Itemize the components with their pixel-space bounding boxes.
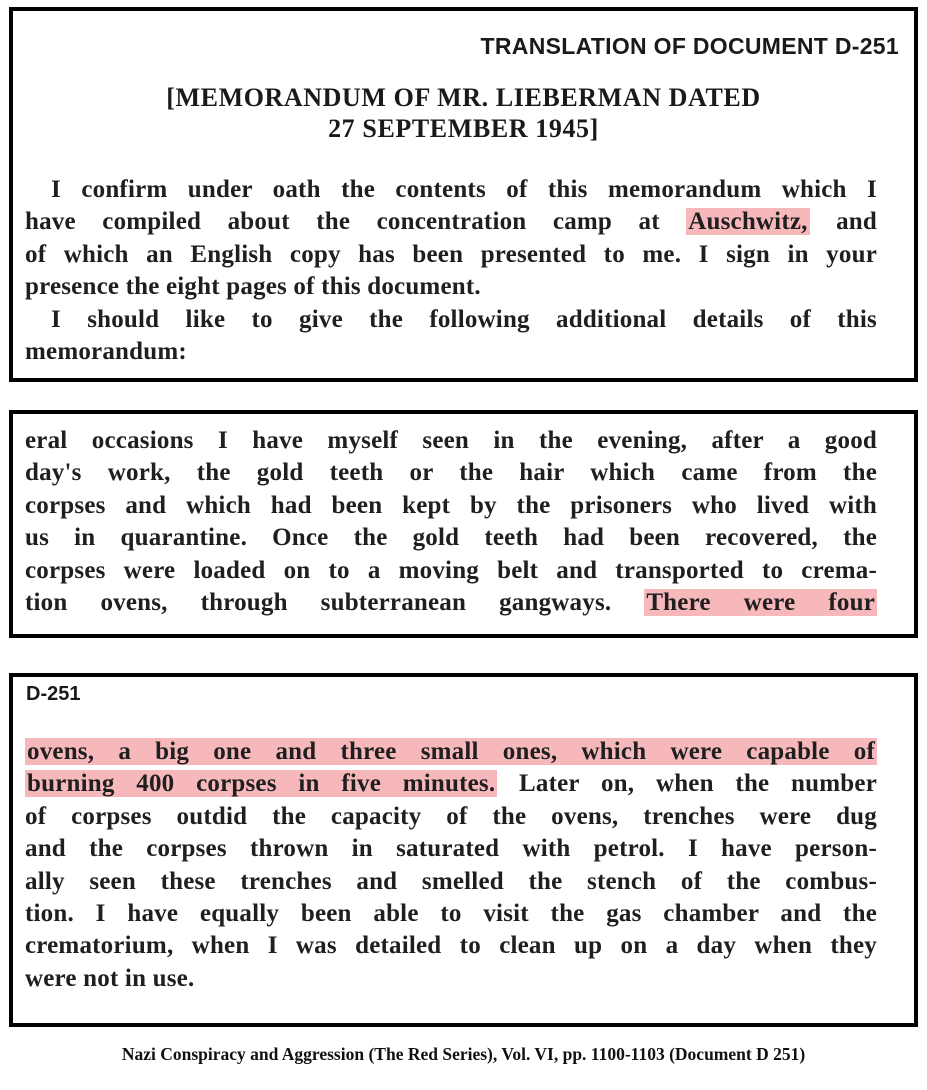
text-line: ally seen these trenches and smelled the stench of the combus- xyxy=(25,867,877,895)
highlight-400-corpses: burning 400 corpses in five minutes. xyxy=(27,770,496,798)
text-line xyxy=(25,736,877,768)
memo-paragraph-top xyxy=(25,174,877,368)
text-line: day's work, the gold teeth or the hair which came from the xyxy=(25,459,877,487)
memo-title-line-1: [MEMORANDUM OF MR. LIEBERMAN DATED xyxy=(166,83,761,112)
highlight-ovens: ovens, a big one and three small ones, which were capable of xyxy=(27,738,875,765)
highlight-auschwitz: Auschwitz, xyxy=(688,208,808,236)
text-line: corpses and which had been kept by the prisoners who lived with xyxy=(25,491,877,519)
text-segment: tion ovens, through subterranean gangways. xyxy=(25,589,612,617)
text-line: crematorium, when I was detailed to clean up on a day when they xyxy=(25,932,877,960)
text-line xyxy=(25,768,877,800)
text-line: corpses were loaded on to a moving belt and transported to crema- xyxy=(25,556,877,584)
text-line: of which an English copy has been presented to me. I sign in your xyxy=(25,240,877,268)
memo-title-line-2: 27 SEPTEMBER 1945] xyxy=(328,114,599,143)
text-line: were not in use. xyxy=(25,964,195,992)
memo-title xyxy=(0,82,927,144)
text-line: I should like to give the following additional details of this xyxy=(51,305,877,333)
text-line: tion. I have equally been able to visit the gas chamber and the xyxy=(25,900,877,928)
text-line: I confirm under oath the contents of this memorandum which I xyxy=(51,176,877,203)
text-line: and the corpses thrown in saturated with petrol. I have person- xyxy=(25,835,877,863)
highlight-four-ovens: There were four xyxy=(646,589,875,617)
text-line: of corpses outdid the capacity of the ovens, trenches were dug xyxy=(25,802,877,830)
text-line: memorandum: xyxy=(25,338,187,366)
memo-paragraph-bottom xyxy=(25,736,877,995)
source-caption: Nazi Conspiracy and Aggression (The Red Series), Vol. VI, pp. 1100-1103 (Document D 251) xyxy=(121,1044,806,1064)
text-segment: and xyxy=(836,208,878,236)
document-label: D-251 xyxy=(26,683,81,705)
text-segment: have compiled about the concentration camp at xyxy=(25,208,660,236)
text-line xyxy=(25,587,877,619)
memo-paragraph-middle xyxy=(25,425,877,619)
text-line: eral occasions I have myself seen in the evening, after a good xyxy=(25,427,877,454)
text-line xyxy=(25,206,877,238)
text-line: presence the eight pages of this document. xyxy=(25,273,481,301)
document-header: TRANSLATION OF DOCUMENT D-251 xyxy=(480,33,899,59)
text-segment: Later on, when the number xyxy=(519,770,877,798)
text-line: us in quarantine. Once the gold teeth had been recovered, the xyxy=(25,524,877,552)
